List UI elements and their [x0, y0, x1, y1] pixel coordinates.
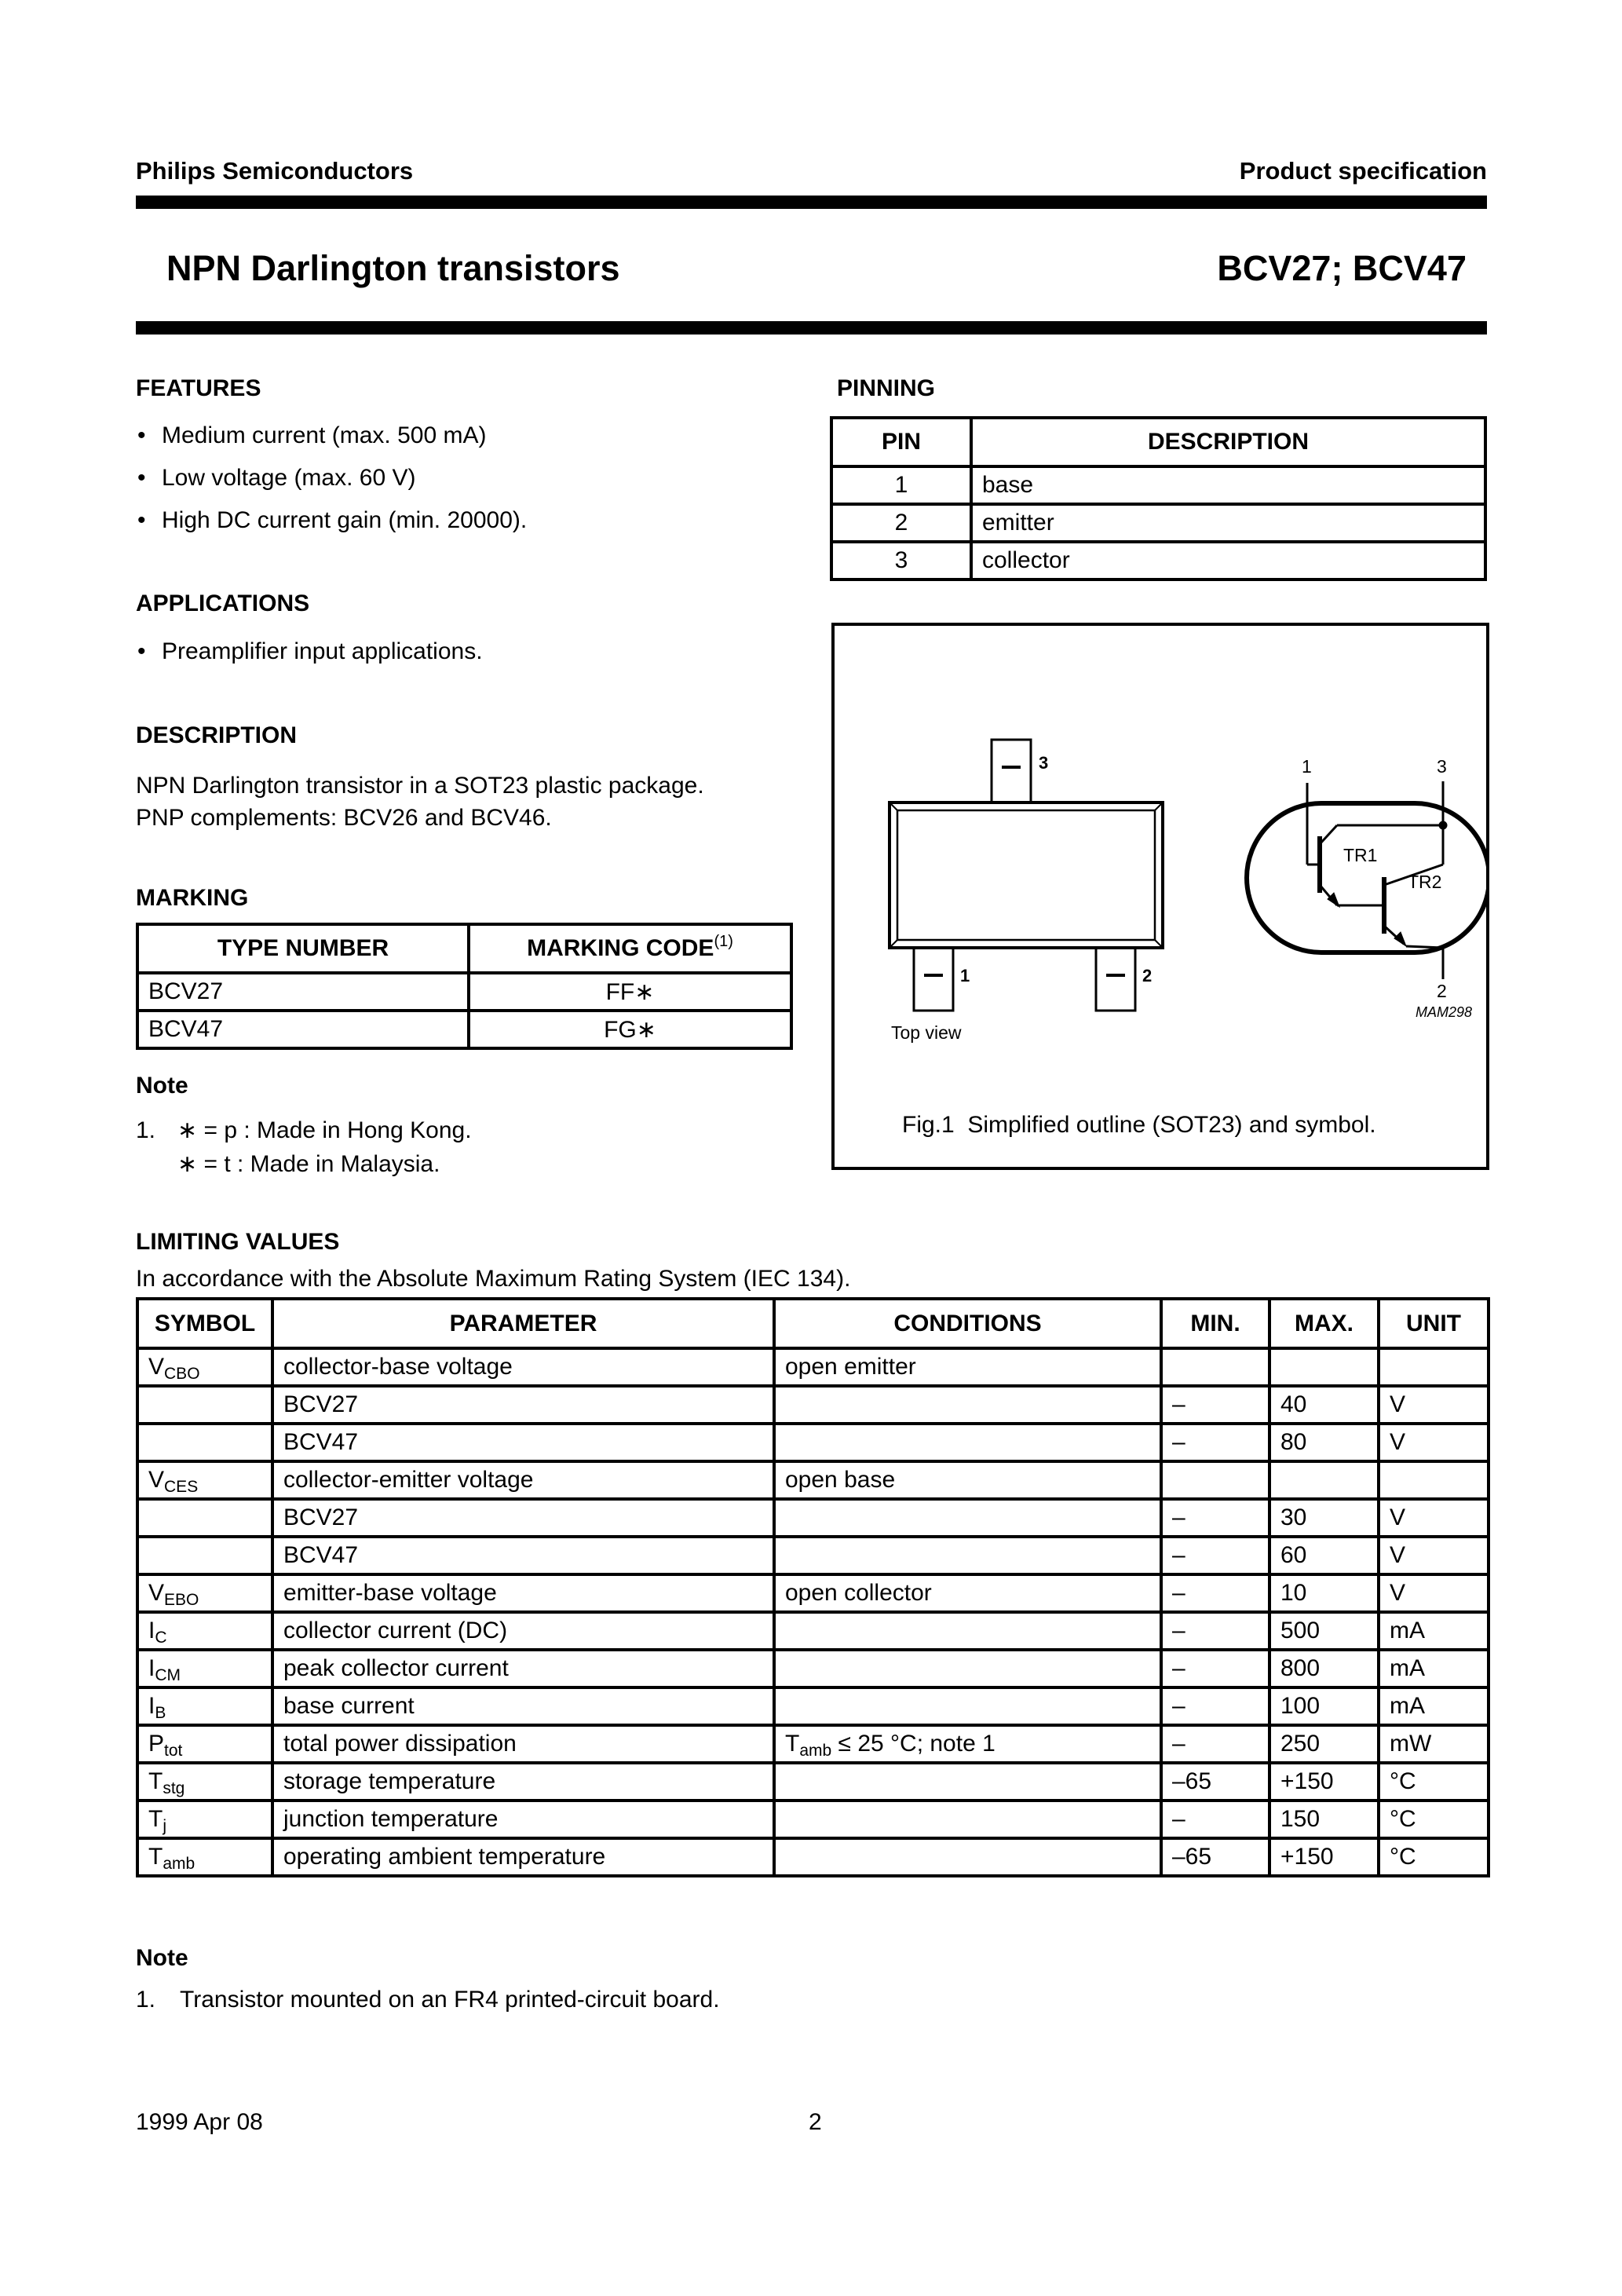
table-row [137, 1461, 1489, 1499]
pkg-pin-label-3: 3 [1039, 753, 1049, 773]
condition-symbol: T [785, 1731, 800, 1757]
footer-date: 1999 Apr 08 [136, 2109, 263, 2135]
conditions-cell [774, 1499, 1161, 1537]
table-row [137, 1499, 1489, 1537]
page-number: 2 [809, 2109, 822, 2135]
parameter-cell: BCV27 [272, 1386, 774, 1424]
symbol-pin-label-2: 2 [1437, 981, 1447, 1001]
symbol: I [148, 1693, 155, 1719]
max-cell: 150 [1269, 1801, 1379, 1838]
symbol-subscript: CM [155, 1666, 181, 1684]
symbol: V [148, 1354, 165, 1380]
unit-cell: °C [1379, 1763, 1489, 1801]
limiting-values-table [136, 1297, 1490, 1877]
unit-cell: °C [1379, 1838, 1489, 1876]
features-list [136, 415, 527, 542]
pkg-pin-label-1: 1 [960, 966, 970, 985]
max-cell: 250 [1269, 1725, 1379, 1763]
marking-code: FG∗ [469, 1011, 791, 1048]
conditions-cell: open collector [774, 1574, 1161, 1612]
pin-description: collector [971, 542, 1485, 579]
symbol-cell [137, 1612, 272, 1650]
note-number: 1. [136, 1117, 156, 1143]
conditions-cell [774, 1537, 1161, 1574]
unit-cell: mW [1379, 1725, 1489, 1763]
col-max: MAX. [1269, 1299, 1379, 1348]
marking-note-heading: Note [136, 1073, 188, 1099]
symbol-subscript: CES [164, 1478, 199, 1496]
min-cell [1161, 1348, 1269, 1386]
max-cell: 10 [1269, 1574, 1379, 1612]
max-cell: 100 [1269, 1687, 1379, 1725]
symbol-subscript: B [155, 1704, 166, 1722]
symbol: T [148, 1768, 163, 1794]
col-parameter: PARAMETER [272, 1299, 774, 1348]
applications-list [136, 631, 483, 673]
conditions-cell [774, 1801, 1161, 1838]
description-heading: DESCRIPTION [136, 722, 298, 748]
table-row [137, 973, 791, 1011]
conditions-cell [774, 1612, 1161, 1650]
marking-heading: MARKING [136, 885, 249, 911]
table-header-row [137, 1299, 1489, 1348]
table-row [137, 1612, 1489, 1650]
symbol-cell [137, 1725, 272, 1763]
pinning-heading: PINNING [837, 375, 936, 401]
figure-box [831, 623, 1489, 1170]
unit-cell: V [1379, 1537, 1489, 1574]
symbol: T [148, 1806, 163, 1832]
col-unit: UNIT [1379, 1299, 1489, 1348]
min-cell: – [1161, 1612, 1269, 1650]
figure-code: MAM298 [1416, 1004, 1473, 1020]
company-name: Philips Semiconductors [136, 157, 414, 185]
symbol: T [148, 1844, 163, 1870]
parameter-cell: junction temperature [272, 1801, 774, 1838]
parameter-cell: collector-emitter voltage [272, 1461, 774, 1499]
unit-cell: V [1379, 1499, 1489, 1537]
symbol-subscript: stg [163, 1779, 185, 1797]
unit-cell [1379, 1348, 1489, 1386]
condition-subscript: amb [799, 1742, 832, 1760]
symbol-cell [137, 1424, 272, 1461]
symbol-cell [137, 1499, 272, 1537]
conditions-cell [774, 1763, 1161, 1801]
table-header-row [137, 924, 791, 973]
symbol-subscript: amb [163, 1855, 195, 1873]
pin-number: 1 [831, 466, 971, 504]
footnote-ref: (1) [714, 933, 733, 950]
conditions-cell [774, 1687, 1161, 1725]
min-cell: – [1161, 1725, 1269, 1763]
unit-cell: °C [1379, 1801, 1489, 1838]
tr2-label: TR2 [1408, 872, 1442, 892]
pin-number: 3 [831, 542, 971, 579]
col-conditions: CONDITIONS [774, 1299, 1161, 1348]
condition-text: ≤ 25 °C; note 1 [831, 1731, 995, 1757]
table-row [137, 1537, 1489, 1574]
note-text: Transistor mounted on an FR4 printed-circuit board. [180, 1987, 720, 2013]
table-row [137, 1424, 1489, 1461]
application-item: • Preamplifier input applications. [136, 631, 483, 673]
marking-code-label: MARKING CODE [527, 935, 714, 961]
symbol: I [148, 1618, 155, 1643]
marking-table [136, 923, 793, 1050]
max-cell: 80 [1269, 1424, 1379, 1461]
parameter-cell: collector current (DC) [272, 1612, 774, 1650]
limiting-note [136, 1987, 720, 2013]
symbol-cell [137, 1461, 272, 1499]
table-row [137, 1011, 791, 1048]
table-row [137, 1687, 1489, 1725]
symbol-cell [137, 1650, 272, 1687]
description-line: PNP complements: BCV26 and BCV46. [136, 805, 552, 831]
type-number: BCV47 [137, 1011, 469, 1048]
symbol-subscript: tot [164, 1742, 183, 1760]
parameter-cell: base current [272, 1687, 774, 1725]
type-number: BCV27 [137, 973, 469, 1011]
pin-description: base [971, 466, 1485, 504]
table-header-row [831, 418, 1485, 466]
table-row [831, 542, 1485, 579]
limiting-note-heading: Note [136, 1945, 188, 1971]
table-row [137, 1386, 1489, 1424]
max-cell [1269, 1461, 1379, 1499]
note-line: ∗ = t : Made in Malaysia. [177, 1151, 440, 1177]
table-row [137, 1763, 1489, 1801]
parameter-cell: peak collector current [272, 1650, 774, 1687]
pin-number: 2 [831, 504, 971, 542]
max-cell: +150 [1269, 1763, 1379, 1801]
pinning-table [830, 416, 1487, 581]
marking-note [136, 1113, 472, 1181]
parameter-cell: BCV47 [272, 1537, 774, 1574]
conditions-cell [774, 1838, 1161, 1876]
min-cell: –65 [1161, 1763, 1269, 1801]
feature-item: • Medium current (max. 500 mA) [136, 415, 527, 457]
document-type: Product specification [1239, 157, 1487, 185]
min-cell [1161, 1461, 1269, 1499]
min-cell: – [1161, 1687, 1269, 1725]
conditions-cell: open base [774, 1461, 1161, 1499]
table-row [137, 1348, 1489, 1386]
conditions-cell [774, 1386, 1161, 1424]
min-cell: – [1161, 1650, 1269, 1687]
parameter-cell: BCV47 [272, 1424, 774, 1461]
limiting-values-subtitle: In accordance with the Absolute Maximum Rating System (IEC 134). [136, 1266, 851, 1292]
symbol-cell [137, 1838, 272, 1876]
unit-cell: mA [1379, 1612, 1489, 1650]
unit-cell: V [1379, 1386, 1489, 1424]
sot23-outline-and-symbol-diagram [835, 626, 1486, 1167]
parameter-cell: operating ambient temperature [272, 1838, 774, 1876]
min-cell: – [1161, 1499, 1269, 1537]
parameter-cell: storage temperature [272, 1763, 774, 1801]
parameter-cell: total power dissipation [272, 1725, 774, 1763]
description-text [136, 770, 704, 834]
max-cell: 30 [1269, 1499, 1379, 1537]
col-pin: PIN [831, 418, 971, 466]
max-cell: 800 [1269, 1650, 1379, 1687]
figure-caption: Fig.1 Simplified outline (SOT23) and symbol. [902, 1112, 1376, 1138]
symbol: P [148, 1731, 165, 1757]
unit-cell: V [1379, 1574, 1489, 1612]
top-view-label: Top view [891, 1022, 962, 1043]
conditions-cell [774, 1725, 1161, 1763]
tr1-label: TR1 [1343, 845, 1378, 865]
table-row [137, 1801, 1489, 1838]
note-number: 1. [136, 1987, 156, 2013]
unit-cell [1379, 1461, 1489, 1499]
symbol-subscript: j [163, 1817, 166, 1835]
pkg-pin-label-2: 2 [1142, 966, 1153, 985]
symbol-cell [137, 1801, 272, 1838]
pin-description: emitter [971, 504, 1485, 542]
symbol-subscript: C [155, 1629, 167, 1647]
min-cell: – [1161, 1537, 1269, 1574]
col-min: MIN. [1161, 1299, 1269, 1348]
unit-cell: mA [1379, 1650, 1489, 1687]
col-symbol: SYMBOL [137, 1299, 272, 1348]
symbol-cell [137, 1537, 272, 1574]
header-rule-top [136, 196, 1487, 209]
parameter-cell: emitter-base voltage [272, 1574, 774, 1612]
max-cell [1269, 1348, 1379, 1386]
symbol-pin-label-3: 3 [1437, 756, 1447, 777]
parameter-cell: BCV27 [272, 1499, 774, 1537]
unit-cell: V [1379, 1424, 1489, 1461]
unit-cell: mA [1379, 1687, 1489, 1725]
max-cell: +150 [1269, 1838, 1379, 1876]
symbol-subscript: CBO [164, 1365, 200, 1383]
symbol: V [148, 1580, 165, 1606]
symbol-cell [137, 1386, 272, 1424]
page-title: NPN Darlington transistors [166, 248, 620, 288]
note-line: ∗ = p : Made in Hong Kong. [177, 1117, 472, 1143]
min-cell: – [1161, 1424, 1269, 1461]
max-cell: 40 [1269, 1386, 1379, 1424]
max-cell: 60 [1269, 1537, 1379, 1574]
conditions-cell [774, 1424, 1161, 1461]
symbol-cell [137, 1687, 272, 1725]
limiting-values-heading: LIMITING VALUES [136, 1229, 340, 1255]
applications-heading: APPLICATIONS [136, 590, 310, 616]
table-row [831, 504, 1485, 542]
conditions-cell [774, 1650, 1161, 1687]
symbol: I [148, 1655, 155, 1681]
sot23-package-icon [890, 740, 1163, 1011]
conditions-cell: open emitter [774, 1348, 1161, 1386]
symbol-subscript: EBO [164, 1591, 199, 1609]
marking-code: FF∗ [469, 973, 791, 1011]
min-cell: –65 [1161, 1838, 1269, 1876]
col-type-number: TYPE NUMBER [137, 924, 469, 973]
min-cell: – [1161, 1386, 1269, 1424]
table-row [831, 466, 1485, 504]
darlington-symbol-icon [1247, 781, 1486, 979]
symbol-cell [137, 1348, 272, 1386]
symbol-cell [137, 1574, 272, 1612]
header-rule-bottom [136, 321, 1487, 335]
col-description: DESCRIPTION [971, 418, 1485, 466]
min-cell: – [1161, 1574, 1269, 1612]
table-row [137, 1725, 1489, 1763]
max-cell: 500 [1269, 1612, 1379, 1650]
symbol-pin-label-1: 1 [1302, 756, 1312, 777]
col-marking-code [469, 924, 791, 973]
min-cell: – [1161, 1801, 1269, 1838]
table-row [137, 1838, 1489, 1876]
description-line: NPN Darlington transistor in a SOT23 plastic package. [136, 773, 704, 799]
table-row [137, 1574, 1489, 1612]
symbol-cell [137, 1763, 272, 1801]
feature-item: • Low voltage (max. 60 V) [136, 457, 527, 499]
feature-item: • High DC current gain (min. 20000). [136, 499, 527, 542]
part-numbers: BCV27; BCV47 [1217, 248, 1467, 288]
features-heading: FEATURES [136, 375, 261, 401]
parameter-cell: collector-base voltage [272, 1348, 774, 1386]
table-row [137, 1650, 1489, 1687]
symbol: V [148, 1467, 165, 1493]
